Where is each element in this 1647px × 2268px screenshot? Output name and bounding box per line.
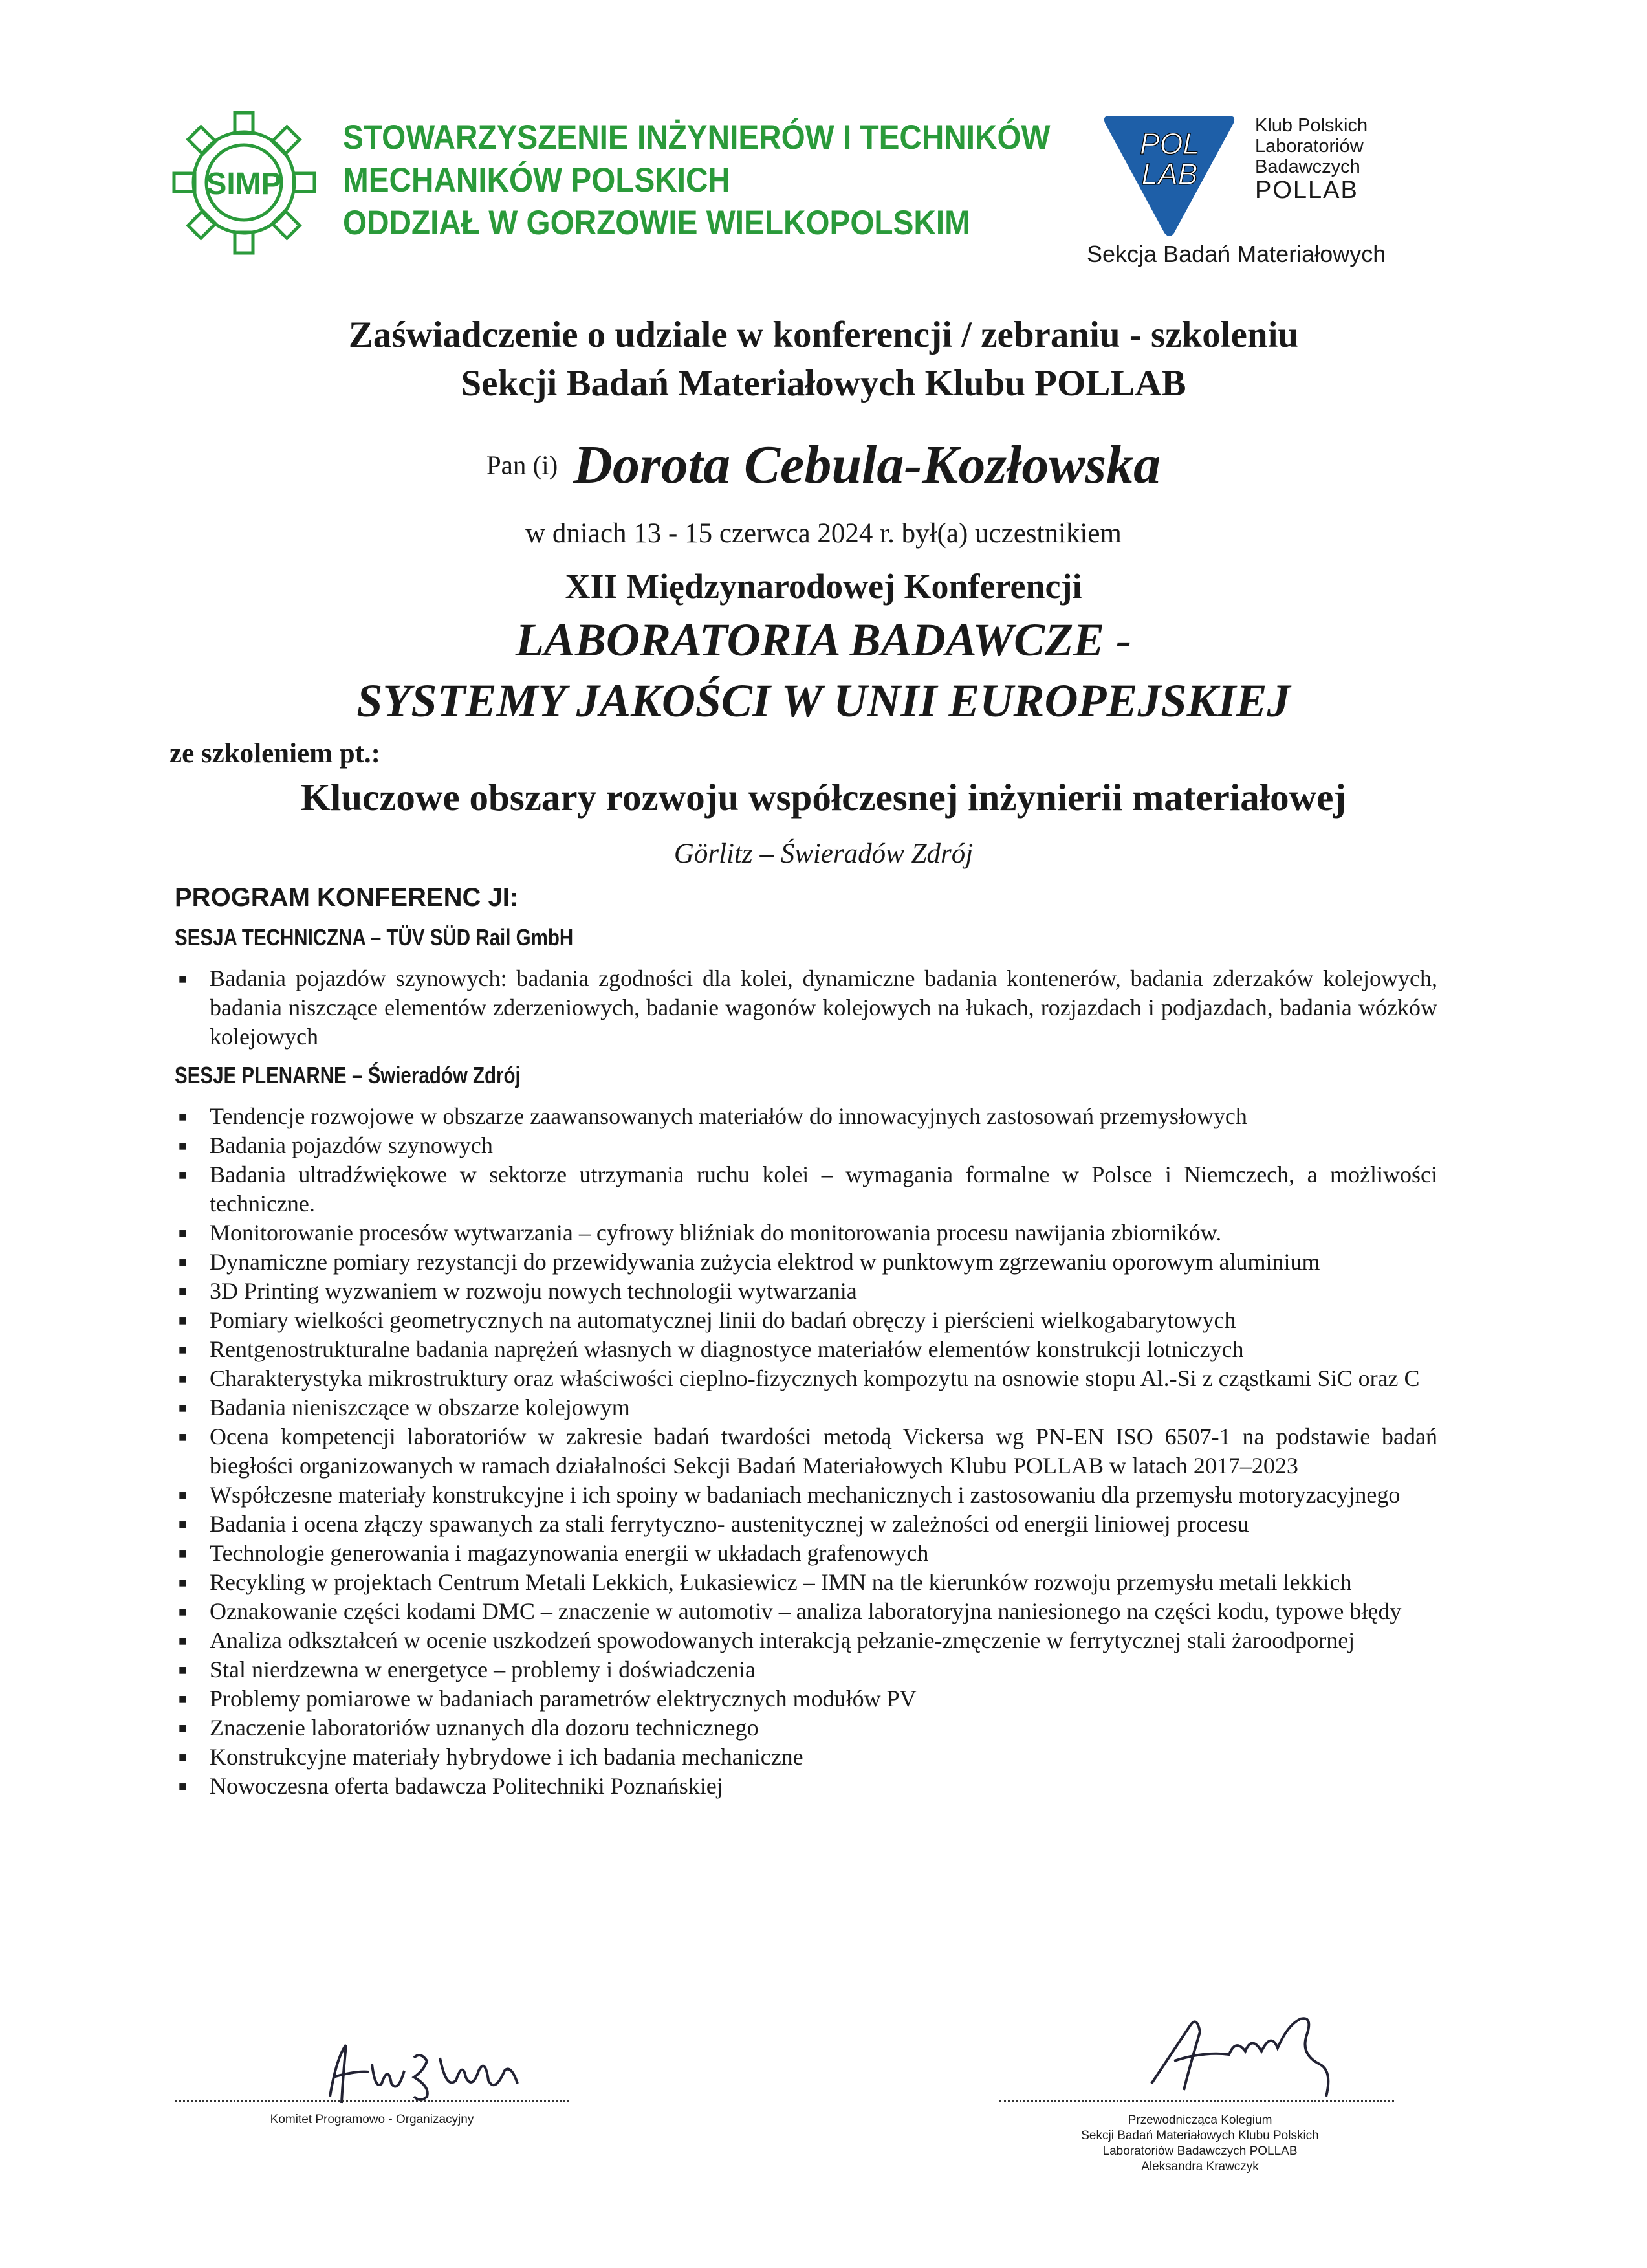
- list-item: ■ Analiza odkształceń w ocenie uszkodzeń spowodowanych interakcją pełzanie-zmęczenie w ferrytycznej stali żaroodpornej: [179, 1627, 1355, 1653]
- caption-line: Aleksandra Krawczyk: [1141, 2160, 1259, 2174]
- certificate-title-line-2: Sekcji Badań Materiałowych Klubu POLLAB: [461, 363, 1186, 404]
- conference-line-3: SYSTEMY JAKOŚCI W UNII EUROPEJSKIEJ: [356, 675, 1291, 727]
- list-item: ■ Recykling w projektach Centrum Metali Lekkich, Łukasiewicz – IMN na tle kierunków rozwoju przemysłu metali lekkich: [179, 1569, 1352, 1595]
- list-item: ■ Problemy pomiarowe w badaniach parametrów elektrycznych modułów PV: [179, 1686, 917, 1712]
- list-item: ■ Technologie generowania i magazynowania energii w układach grafenowych: [179, 1540, 929, 1566]
- session1-list: [169, 964, 1437, 1051]
- certificate-title-line-1: Zaświadczenie o udziale w konferencji / zebraniu - szkoleniu: [348, 314, 1299, 355]
- pollab-club-name: [1255, 115, 1368, 203]
- participation-dates: w dniach 13 - 15 czerwca 2024 r. był(a) uczestnikiem: [525, 518, 1122, 549]
- conference-line-2: LABORATORIA BADAWCZE -: [515, 614, 1132, 666]
- list-item: ■ Dynamiczne pomiary rezystancji do przewidywania zużycia elektrod w punktowym zgrzewaniu oporowym aluminium: [179, 1249, 1320, 1275]
- pollab-logo: [1100, 110, 1239, 239]
- list-item: ■ Badania ultradźwiękowe w sektorze utrzymania ruchu kolei – wymagania formalne w Polsce i Niemczech, a możliwości techniczne.: [179, 1162, 1437, 1217]
- caption-line: Sekcji Badań Materiałowych Klubu Polskich: [1081, 2129, 1319, 2142]
- training-label: ze szkoleniem pt.:: [169, 738, 381, 769]
- simp-line-2: MECHANIKÓW POLSKICH: [343, 161, 730, 199]
- signature-caption-right: [999, 2113, 1401, 2175]
- caption-line: Laboratoriów Badawczych POLLAB: [1102, 2144, 1298, 2158]
- simp-logo-text: SIMP: [206, 167, 282, 201]
- list-item: ■ Monitorowanie procesów wytwarzania – cyfrowy bliźniak do monitorowania procesu nawijania zbiorników.: [179, 1220, 1222, 1246]
- simp-line-1: STOWARZYSZENIE INŻYNIERÓW I TECHNIKÓW: [343, 118, 1051, 157]
- list-item: ■ Rentgenostrukturalne badania naprężeń własnych w diagnostyce materiałów elementów konstrukcji lotniczych: [179, 1336, 1244, 1362]
- conference-place: Görlitz – Świeradów Zdrój: [673, 839, 974, 869]
- caption-line: Przewodnicząca Kolegium: [1128, 2113, 1272, 2127]
- list-item: ■ Badania nieniszczące w obszarze kolejowym: [179, 1394, 630, 1420]
- pollab-logo-line2: LAB: [1141, 157, 1198, 191]
- session2-heading: SESJE PLENARNE – Świeradów Zdrój: [175, 1062, 521, 1088]
- list-item: ■ Tendencje rozwojowe w obszarze zaawansowanych materiałów do innowacyjnych zastosowań przemysłowych: [179, 1103, 1247, 1129]
- participant-row: [0, 434, 1647, 496]
- pollab-name: POLLAB: [1255, 177, 1358, 204]
- signature-line-left: [175, 2100, 569, 2102]
- simp-logo: [165, 104, 323, 262]
- list-item: ■ Oznakowanie części kodami DMC – znaczenie w automotiv – analiza laboratoryjna naniesionego na części kodu, typowe błędy: [179, 1598, 1402, 1624]
- participant-name: Dorota Cebula-Kozłowska: [573, 435, 1161, 495]
- training-title: Kluczowe obszary rozwoju współczesnej inżynierii materiałowej: [300, 776, 1347, 819]
- conference-line-1: XII Międzynarodowej Konferencji: [565, 567, 1082, 606]
- list-item: ■ Nowoczesna oferta badawcza Politechniki Poznańskiej: [179, 1773, 723, 1799]
- pan-label: Pan (i): [486, 450, 558, 480]
- pollab-section: Sekcja Badań Materiałowych: [1087, 241, 1386, 267]
- signature-left: [317, 2032, 537, 2109]
- simp-line-3: ODDZIAŁ W GORZOWIE WIELKOPOLSKIM: [343, 204, 970, 242]
- list-item: ■ Znaczenie laboratoriów uznanych dla dozoru technicznego: [179, 1715, 759, 1741]
- list-item: ■ Stal nierdzewna w energetyce – problemy i doświadczenia: [179, 1657, 756, 1682]
- list-item: ■ 3D Printing wyzwaniem w rozwoju nowych technologii wytwarzania: [179, 1278, 857, 1304]
- program-heading: PROGRAM KONFERENC JI:: [175, 883, 519, 912]
- list-item: ■ Ocena kompetencji laboratoriów w zakresie badań twardości metodą Vickersa wg PN-EN ISO 6507-1 na podstawie badań biegłości organizowanych w ramach działalności Sekcji Badań Materiałowych Klubu POLLAB w latach 2017–2023: [179, 1424, 1437, 1479]
- list-item: ■ Badania pojazdów szynowych: [179, 1132, 493, 1158]
- signature-line-right: [999, 2100, 1394, 2102]
- session1-heading: SESJA TECHNICZNA – TÜV SÜD Rail GmbH: [175, 924, 574, 951]
- list-item: ■ Pomiary wielkości geometrycznych na automatycznej linii do badań obręczy i pierścieni wielkogabarytowych: [179, 1307, 1236, 1333]
- signature-caption-left: Komitet Programowo - Organizacyjny: [270, 2113, 474, 2126]
- list-item: ■ Badania i ocena złączy spawanych za stali ferrytyczno- austenitycznej w zależności od energii liniowej procesu: [179, 1511, 1249, 1537]
- pollab-club-line-2: Laboratoriów: [1255, 136, 1364, 157]
- signature-right: [1139, 2006, 1346, 2103]
- simp-organization-name: [343, 116, 1051, 245]
- list-item: ■ Badania pojazdów szynowych: badania zgodności dla kolei, dynamiczne badania kontenerów, badania zderzaków kolejowych, badania niszczące elementów zderzeniowych, badanie wagonów kolejowych na łukach, rozjazdach i podjazdach, badania wózków kolejowych: [179, 965, 1437, 1050]
- list-item: ■ Współczesne materiały konstrukcyjne i ich spoiny w badaniach mechanicznych i zastosowaniu dla przemysłu motoryzacyjnego: [179, 1482, 1401, 1508]
- session2-list: [169, 1102, 1437, 1801]
- pollab-club-line-1: Klub Polskich: [1255, 115, 1368, 136]
- list-item: ■ Charakterystyka mikrostruktury oraz właściwości cieplno-fizycznych kompozytu na osnowie stopu Al.-Si z cząstkami SiC oraz C: [179, 1365, 1420, 1391]
- pollab-logo-line1: POL: [1139, 127, 1200, 160]
- pollab-club-line-3: Badawczych: [1255, 157, 1360, 177]
- list-item: ■ Konstrukcyjne materiały hybrydowe i ich badania mechaniczne: [179, 1744, 803, 1770]
